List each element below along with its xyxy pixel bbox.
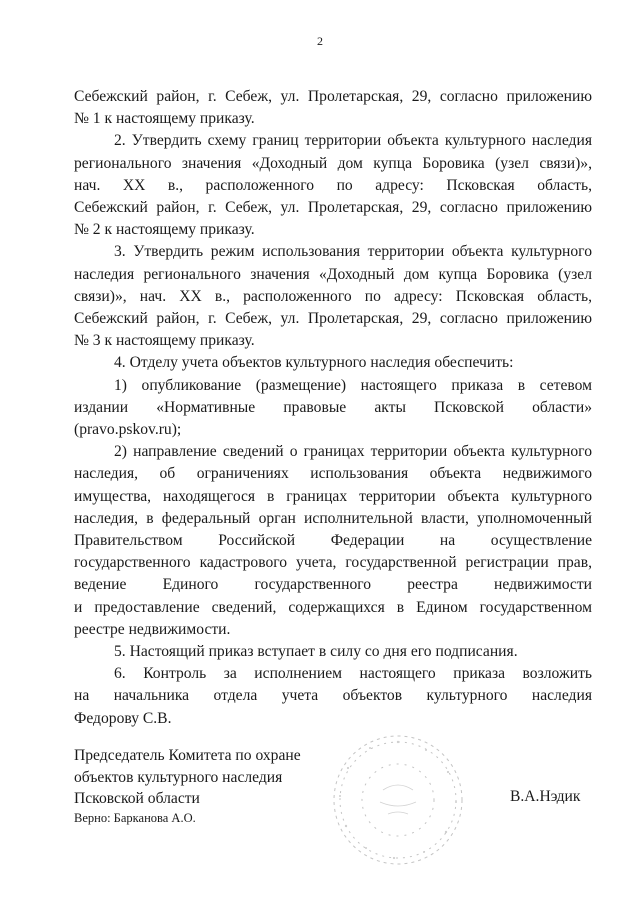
text-line: Себежский район, г. Себеж, ул. Пролетарская, 29, согласно приложению <box>74 310 592 328</box>
text-line: 2) направление сведений о границах территории объекта культурного <box>114 443 592 461</box>
text-line: 3. Утвердить режим использования территории объекта культурного <box>114 243 592 261</box>
document-body <box>74 86 592 730</box>
text-line: наследия регионального значения «Доходный дом купца Боровика (узел <box>74 265 592 283</box>
text-line: издании «Нормативные правовые акты Псковской области» <box>74 398 592 416</box>
text-line: наследия, об ограничениях использования объекта недвижимого <box>74 465 592 483</box>
text-line: 1) опубликование (размещение) настоящего приказа в сетевом <box>114 376 592 394</box>
text-line: (pravo.pskov.ru); <box>74 421 182 439</box>
paragraph-3 <box>74 241 592 352</box>
signatory-position-line: Псковской области <box>74 790 200 807</box>
text-line: наследия, в федеральный орган исполнительной власти, уполномоченный <box>74 509 592 527</box>
page-number: 2 <box>317 34 323 48</box>
paragraph-1-continuation <box>74 86 592 130</box>
text-line: регионального значения «Доходный дом купца Боровика (узел связи)», <box>74 154 592 172</box>
text-line: на начальника отдела учета объектов культурного наследия <box>74 687 592 705</box>
signatory-position <box>74 745 301 810</box>
text-line: № 2 к настоящему приказу. <box>74 221 255 239</box>
paragraph-4-item-1 <box>74 375 592 442</box>
signatory-name: В.А.Нэдик <box>510 788 581 805</box>
text-line: нач. XX в., расположенного по адресу: Псковская область, <box>74 176 592 194</box>
text-line: 2. Утвердить схему границ территории объекта культурного наследия <box>114 132 592 150</box>
text-line: ведение Единого государственного реестра недвижимости <box>74 576 592 594</box>
text-line: связи)», нач. XX в., расположенного по адресу: Псковская область, <box>74 287 592 305</box>
text-line: № 3 к настоящему приказу. <box>74 332 255 350</box>
text-line: № 1 к настоящему приказу. <box>74 110 255 128</box>
certification-note: Верно: Барканова А.О. <box>74 811 196 825</box>
text-line: реестре недвижимости. <box>74 620 231 638</box>
text-line: 4. Отделу учета объектов культурного наследия обеспечить: <box>114 354 514 372</box>
text-line: имущества, находящегося в границах территории объекта культурного <box>74 487 592 505</box>
text-line: Федорову С.В. <box>74 709 172 727</box>
paragraph-4 <box>74 352 592 374</box>
text-line: 6. Контроль за исполнением настоящего приказа возложить <box>114 665 592 683</box>
text-line: Себежский район, г. Себеж, ул. Пролетарская, 29, согласно приложению <box>74 88 592 105</box>
paragraph-4-item-2 <box>74 441 592 641</box>
paragraph-6 <box>74 663 592 730</box>
paragraph-2 <box>74 130 592 241</box>
paragraph-5 <box>74 641 592 663</box>
text-line: 5. Настоящий приказ вступает в силу со дня его подписания. <box>114 643 518 661</box>
text-line: и предоставление сведений, содержащихся в Едином государственном <box>74 598 592 616</box>
signatory-position-line: Председатель Комитета по охране <box>74 747 301 764</box>
text-line: государственного кадастрового учета, государственной регистрации прав, <box>74 554 592 572</box>
text-line: Правительством Российской Федерации на осуществление <box>74 532 592 550</box>
text-line: Себежский район, г. Себеж, ул. Пролетарская, 29, согласно приложению <box>74 199 592 217</box>
signatory-position-line: объектов культурного наследия <box>74 768 283 786</box>
official-seal-stamp <box>328 730 468 870</box>
